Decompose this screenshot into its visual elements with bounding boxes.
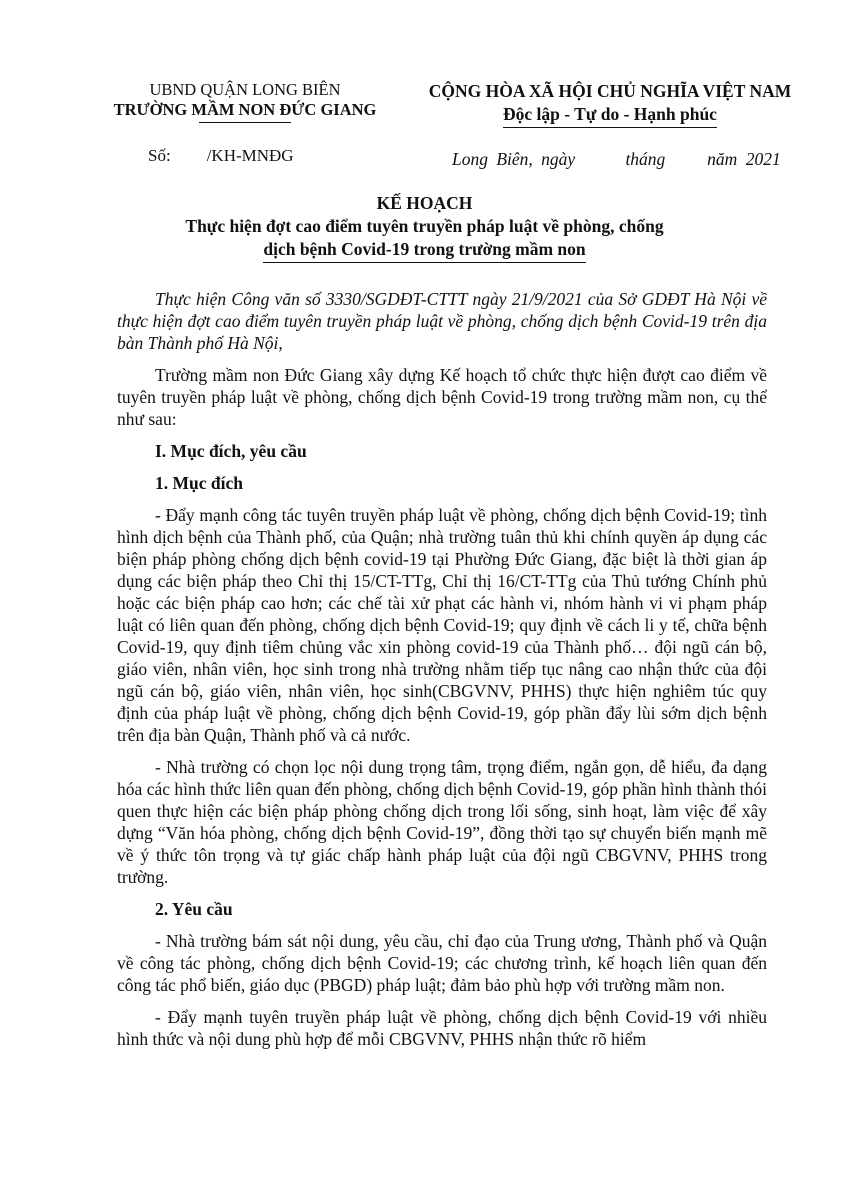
document-body: [117, 288, 767, 1060]
paragraph: - Nhà trường bám sát nội dung, yêu cầu, chỉ đạo của Trung ương, Thành phố và Quận về công tác phòng, chống dịch bệnh Covid-19; các chương trình, kế hoạch liên quan đến công tác phổ biến, giáo dục (PBGD) pháp luật; đảm bảo phù hợp với trường mầm non.: [117, 931, 767, 995]
title-heading: KẾ HOẠCH: [376, 193, 473, 213]
agency-underline: [199, 122, 291, 123]
intro-reference: Thực hiện Công văn số 3330/SGDĐT-CTTT ngày 21/9/2021 của Sở GDĐT Hà Nội về thực hiện đợt cao điểm tuyên truyền pháp luật về phòng, chống dịch bệnh Covid-19 trên địa bàn Thành phố Hà Nội,: [117, 289, 767, 353]
subsection-1-heading: 1. Mục đích: [155, 473, 243, 493]
intro-paragraph: Trường mầm non Đức Giang xây dựng Kế hoạch tổ chức thực hiện đượt cao điểm về tuyên truyền pháp luật về phòng, chống dịch bệnh Covid-19 trong trường mầm non, cụ thể như sau:: [117, 365, 767, 429]
agency-parent: UBND QUẬN LONG BIÊN: [149, 80, 341, 99]
national-motto: [400, 80, 820, 128]
paragraph: - Đẩy mạnh tuyên truyền pháp luật về phòng, chống dịch bệnh Covid-19 với nhiều hình thức và nội dung phù hợp để mỗi CBGVNV, PHHS nhận thức rõ hiểm: [117, 1007, 767, 1049]
subsection-2-heading: 2. Yêu cầu: [155, 899, 233, 919]
title-line-2: dịch bệnh Covid-19 trong trường mầm non: [263, 238, 585, 263]
issuing-agency: [100, 80, 390, 123]
agency-name-text: TRƯỜNG MẦM NON ĐỨC GIANG: [113, 100, 377, 119]
section-1-heading: I. Mục đích, yêu cầu: [155, 441, 307, 461]
doc-number-code: /KH-MNĐG: [206, 146, 294, 165]
paragraph: - Đẩy mạnh công tác tuyên truyền pháp luật về phòng, chống dịch bệnh Covid-19; tình hình dịch bệnh của Thành phố, của Quận; nhà trường tuân thủ khi chính quyền áp dụng các biện pháp phòng chống dịch bệnh covid-19 tại Phường Đức Giang, đặc biệt là thời gian áp dụng các biện pháp theo Chỉ thị 15/CT-TTg, Chỉ thị 16/CT-TTg của Thủ tướng Chính phủ hoặc các biện pháp cao hơn; các chế tài xử phạt các hành vi, nhóm hành vi vi phạm pháp luật có liên quan đến phòng, chống dịch bệnh Covid-19; quy định về cách li y tế, chữa bệnh Covid-19, quy định tiêm chủng vắc xin phòng covid-19 của Thành phố… đội ngũ cán bộ, giáo viên, nhân viên, học sinh trong nhà trường nhằm tiếp tục nâng cao nhận thức của đội ngũ cán bộ, giáo viên, nhân viên, học sinh(CBGVNV, PHHS) thực hiện nghiêm túc quy định của pháp luật về phòng, chống dịch bệnh Covid-19, góp phần đẩy lùi sớm dịch bệnh trên địa bàn Quận, Thành phố và cả nước.: [117, 505, 767, 745]
date-line: Long Biên, ngày tháng năm 2021: [452, 149, 781, 169]
title-line-1: Thực hiện đợt cao điểm tuyên truyền pháp luật về phòng, chống: [185, 216, 664, 236]
country-name: CỘNG HÒA XÃ HỘI CHỦ NGHĨA VIỆT NAM: [428, 81, 792, 101]
doc-number-label: Số:: [148, 146, 171, 165]
agency-name: [114, 100, 377, 123]
document-title: [60, 192, 789, 263]
document-number: [148, 146, 294, 166]
motto: Độc lập - Tự do - Hạnh phúc: [503, 103, 717, 128]
paragraph: - Nhà trường có chọn lọc nội dung trọng tâm, trọng điểm, ngắn gọn, dễ hiểu, đa dạng hóa các hình thức liên quan đến phòng, chống dịch bệnh Covid-19, góp phần hình thành thói quen thực hiện các biện pháp phòng chống dịch trong lối sống, sinh hoạt, làm việc để xây dựng “Văn hóa phòng, chống dịch bệnh Covid-19”, đồng thời tạo sự chuyển biến mạnh mẽ về ý thức tôn trọng và tự giác chấp hành pháp luật của đội ngũ CBGVNV, PHHS trong trường.: [117, 757, 767, 887]
